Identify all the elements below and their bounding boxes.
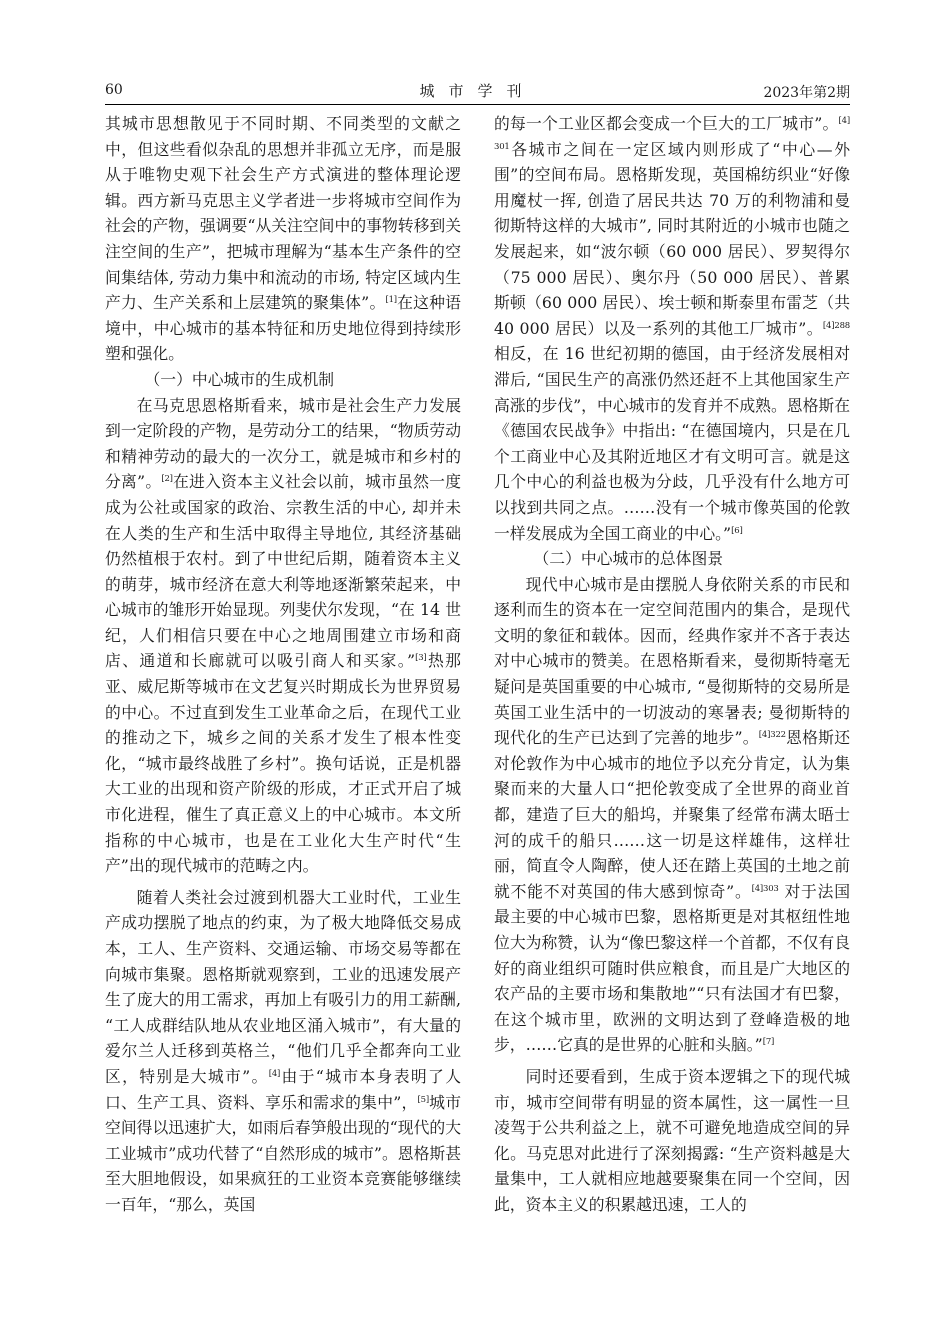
text-run: 恩格斯还对伦敦作为中心城市的地位予以充分肯定，认为集聚而来的大量人口“把伦敦变成了全世界的商业首都，建造了巨大的船坞，并聚集了经常布满太晤士河的成千的船只……这一切是这样雄伟，这样壮丽，简直令人陶醉，使人还在踏上英国的土地之前就不能不对英国的伟大感到惊奇”。 xyxy=(494,728,850,901)
text-run: 在这种语境中，中心城市的基本特征和历史地位得到持续形塑和强化。 xyxy=(105,293,461,364)
text-run: 相反，在 16 世纪初期的德国，由于经济发展相对滞后, “国民生产的高涨仍然还赶不上其他国家生产高涨的步伐”，中心城市的发育并不成熟。恩格斯在《德国农民战争》中指出: “在德国境内，只是在几个工商业中心及其附近地区才有文明可言。就是这几个中心的利益也极为分歧，几乎没有什么地方可以找到共同之点。……没有一个城市像英国的伦敦一样发展成为全国工商业的中心。” xyxy=(494,344,850,543)
citation: [1] xyxy=(385,295,397,306)
paragraph xyxy=(105,885,461,1218)
text-run: 的每一个工业区都会变成一个巨大的工厂城市”。 xyxy=(494,114,839,133)
header-rule xyxy=(105,104,850,105)
text-run: 现代中心城市是由摆脱人身依附关系的市民和逐利而生的资本在一定空间范围内的集合，是现代文明的象征和载体。因而，经典作家并不吝于表达对中心城市的赞美。在恩格斯看来，曼彻斯特毫无疑问是英国重要的中心城市, “曼彻斯特的交易所是英国工业生活中的一切波动的寒暑表; 曼彻斯特的现代化的生产已达到了完善的地步”。 xyxy=(494,574,850,748)
text-run: 热那亚、威尼斯等城市在文艺复兴时期成长为世界贸易的中心。不过直到发生工业革命之后，在现代工业的推动之下，城乡之间的关系才发生了根本性变化，“城市最终战胜了乡村”。换句话说，正是机器大工业的出现和资产阶级的形成，才正式开启了城市化进程，催生了真正意义上的中心城市。本文所指称的中心城市，也是在工业化大生产时代“生产”出的现代城市的范畴之内。 xyxy=(105,651,461,876)
citation: [3] xyxy=(415,653,427,664)
text-run: 其城市思想散见于不同时期、不同类型的文献之中，但这些看似杂乱的思想并非孤立无序，而是服从于唯物史观下社会生产方式演进的整体理论逻辑。西方新马克思主义学者进一步将城市空间作为社会的产物，强调要“从关注空间中的事物转移到关注空间的生产”，把城市理解为“基本生产条件的空间集结体, 劳动力集中和流动的市场, 特定区域内生产力、生产关系和上层建筑的聚集体”。 xyxy=(105,114,461,313)
text-run: 随着人类社会过渡到机器大工业时代，工业生产成功摆脱了地点的约束，为了极大地降低交易成本，工人、生产资料、交通运输、市场交易等都在向城市集聚。恩格斯就观察到，工业的迅速发展产生了庞大的用工需求，再加上有吸引力的用工薪酬, “工人成群结队地从农业地区涌入城市”，有大量的爱尔兰人迁移到英格兰，“他们几乎全都奔向工业区，特别是大城市”。 xyxy=(105,887,461,1086)
citation: [7] xyxy=(762,1037,775,1048)
section-heading: （二）中心城市的总体图景 xyxy=(533,549,724,569)
issue-label: 2023年第2期 xyxy=(763,85,850,101)
right-column xyxy=(494,111,850,1218)
paragraph xyxy=(494,1064,850,1218)
left-column xyxy=(105,111,461,1218)
text-run: 各城市之间在一定区域内则形成了“中心—外围”的空间布局。恩格斯发现，英国棉纺织业“好像用魔杖一挥, 创造了居民共达 70 万的利物浦和曼彻斯特这样的大城市”, 同时其附近的小城市也随之发展起来，如“波尔顿（60 000 居民）、罗契得尔（75 000 居民）、奥尔丹（50 000 居民）、普累斯顿（60 000 居民）、埃士顿和斯泰里布雷芝（共 40 000 居民）以及一系列的其他工厂城市”。 xyxy=(494,139,850,338)
page-number: 60 xyxy=(105,82,123,98)
section-heading: （一）中心城市的生成机制 xyxy=(144,369,335,389)
citation: [4]301 xyxy=(494,116,850,152)
paragraph xyxy=(494,572,850,1058)
text-run: 同时还要看到，生成于资本逻辑之下的现代城市，城市空间带有明显的资本属性，这一属性一旦凌驾于公共利益之上，就不可避免地造成空间的异化。马克思对此进行了深刻揭露: “生产资料越是大量集中，工人就相应地越要聚集在同一个空间，因此，资本主义的积累越迅速，工人的 xyxy=(494,1066,850,1214)
citation: [2] xyxy=(161,474,173,485)
journal-title: 城市学刊 xyxy=(419,82,536,100)
text-run: 对于法国最主要的中心城市巴黎，恩格斯更是对其枢纽性地位大为称赞，认为“像巴黎这样一个首都，不仅有良好的商业组织可随时供应粮食，而且是广大地区的农产品的主要市场和集散地”“只有法国才有巴黎，在这个城市里，欧洲的文明达到了登峰造极的地步，……它真的是世界的心脏和头脑。” xyxy=(494,881,850,1055)
text-run: 城市空间得以迅速扩大，如雨后春笋般出现的“现代的大工业城市”成功代替了“自然形成的城市”。恩格斯甚至大胆地假设，如果疯狂的工业资本竞赛能够继续一百年，“那么，英国 xyxy=(105,1092,461,1214)
paragraph xyxy=(105,393,461,879)
citation: [6] xyxy=(731,525,743,536)
text-run: 在进入资本主义社会以前，城市虽然一度成为公社或国家的政治、宗教生活的中心, 却并未在人类的生产和生活中取得主导地位, 其经济基础仍然植根于农村。到了中世纪后期，随着资本主义的萌芽，城市经济在意大利等地逐渐繁荣起来，中心城市的雏形开始显现。列斐伏尔发现，“在 14 世纪，人们相信只要在中心之地周围建立市场和商店、通道和长廊就可以吸引商人和买家。” xyxy=(105,472,461,671)
text-run: 由于“城市本身表明了人口、生产工具、资料、享乐和需求的集中”， xyxy=(105,1066,461,1112)
text-run: 在马克思恩格斯看来，城市是社会生产力发展到一定阶段的产物，是劳动分工的结果，“物质劳动和精神劳动的最大的一次分工，就是城市和乡村的分离”。 xyxy=(105,395,461,492)
paragraph xyxy=(105,111,461,367)
citation: [4]322 xyxy=(758,730,786,741)
citation: [4] xyxy=(268,1068,281,1079)
citation: [4]303 xyxy=(751,883,779,894)
citation: [5] xyxy=(417,1094,429,1105)
page-header xyxy=(105,80,850,102)
citation: [4]288 xyxy=(822,320,850,331)
paragraph xyxy=(494,111,850,546)
